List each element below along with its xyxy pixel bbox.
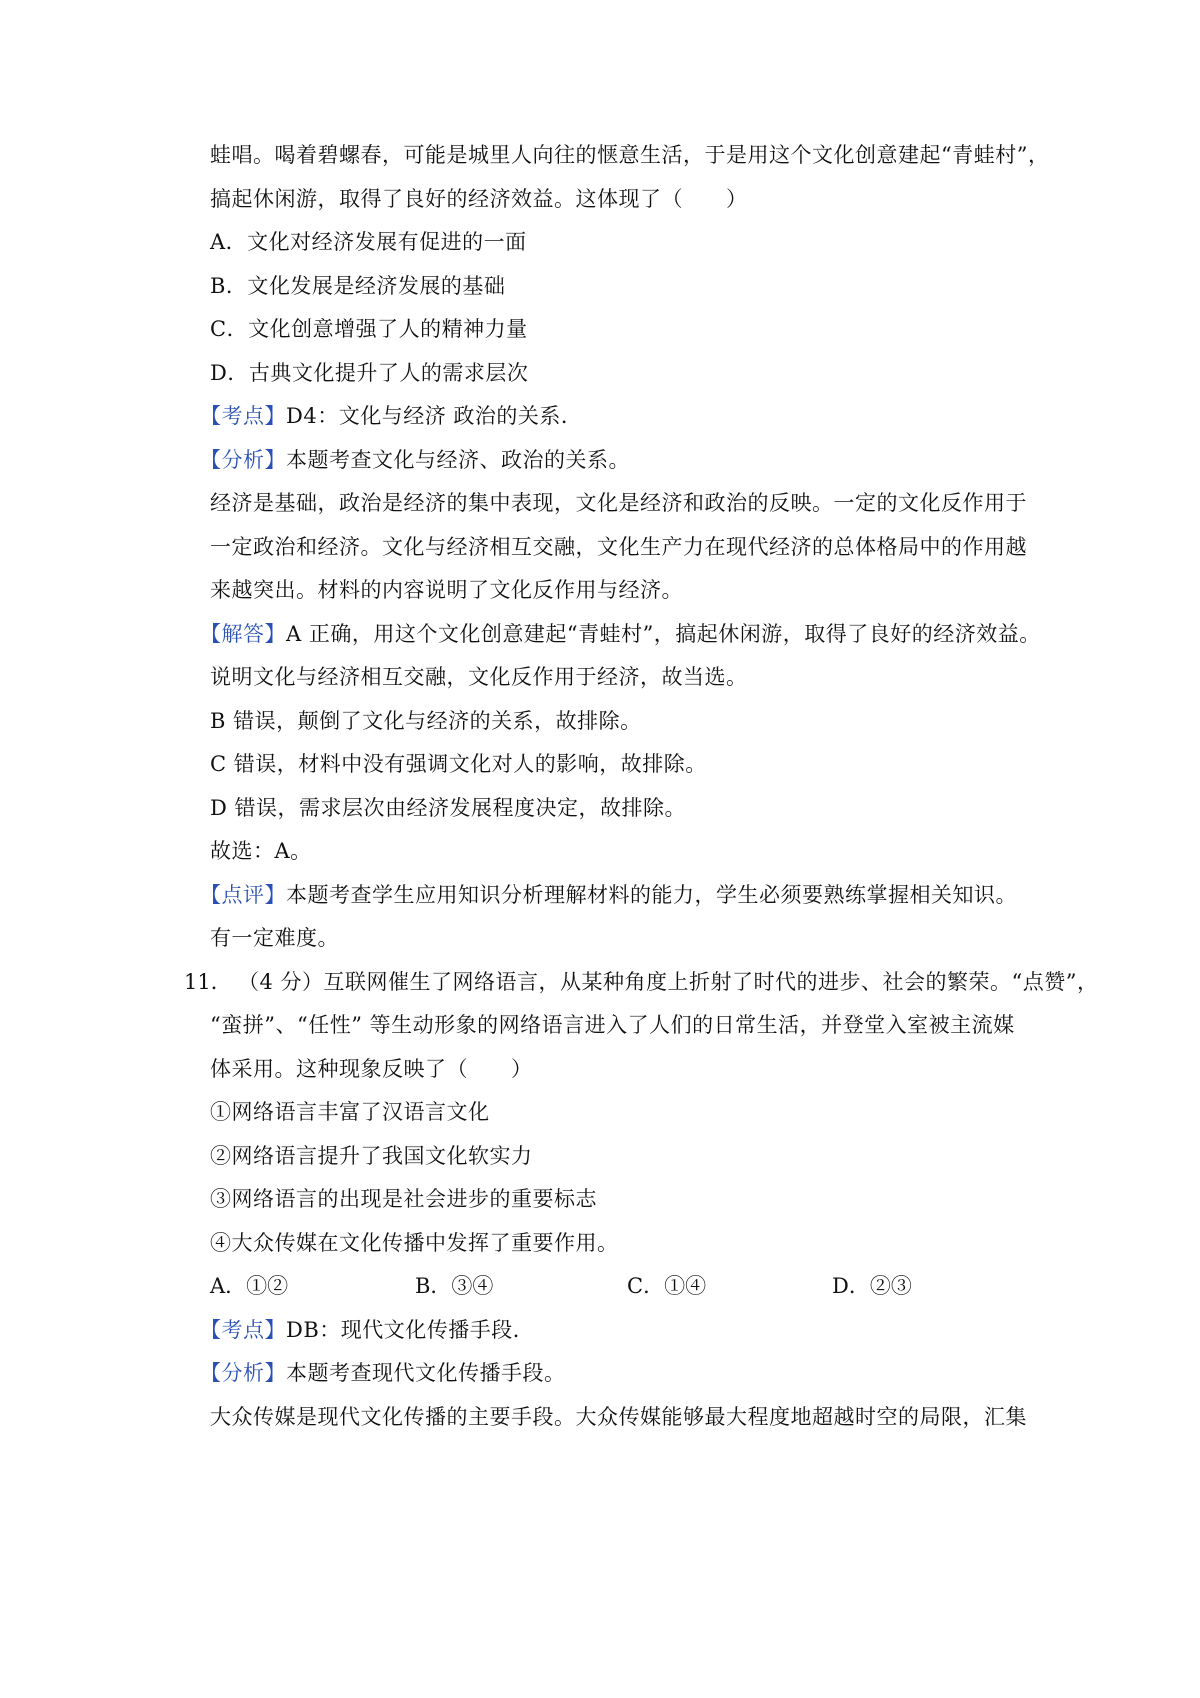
- fenxi-line: [200, 445, 1020, 475]
- answer-line: D 错误，需求层次由经济发展程度决定，故排除。: [210, 796, 687, 820]
- analysis-line: 一定政治和经济。文化与经济相互交融，文化生产力在现代经济的总体格局中的作用越: [210, 535, 1027, 559]
- fenxi-text: 本题考查文化与经济、政治的关系。: [286, 448, 630, 472]
- fenxi-tag: 【分析】: [200, 448, 286, 472]
- stem-line: 体采用。这种现象反映了（ ）: [210, 1057, 533, 1081]
- analysis-line: 经济是基础，政治是经济的集中表现，文化是经济和政治的反映。一定的文化反作用于: [210, 491, 1027, 515]
- kaodian-text: DB：现代文化传播手段．: [286, 1318, 535, 1342]
- jieda-tag: 【解答】: [200, 622, 286, 646]
- dianping-text: 本题考查学生应用知识分析理解材料的能力，学生必须要熟练掌握相关知识。: [286, 883, 1017, 907]
- option-a: A．文化对经济发展有促进的一面: [210, 230, 527, 254]
- jieda-line: [200, 619, 1041, 649]
- kaodian-tag: 【考点】: [200, 404, 286, 428]
- answer-final: 故选：A。: [210, 839, 312, 863]
- analysis-line: 大众传媒是现代文化传播的主要手段。大众传媒能够最大程度地超越时空的局限，汇集: [210, 1405, 1027, 1429]
- answer-line: B 错误，颠倒了文化与经济的关系，故排除。: [210, 709, 642, 733]
- jieda-text: A 正确，用这个文化创意建起“青蛙村”，搞起休闲游，取得了良好的经济效益。: [286, 622, 1041, 646]
- kaodian-line: [200, 1315, 1020, 1345]
- statement-2: ②网络语言提升了我国文化软实力: [210, 1144, 533, 1168]
- question-number: 11．: [184, 970, 232, 994]
- option-b: B．文化发展是经济发展的基础: [210, 274, 506, 298]
- option-c: C．①④: [627, 1274, 707, 1298]
- option-c: C．文化创意增强了人的精神力量: [210, 317, 528, 341]
- option-b: B．③④: [415, 1274, 494, 1298]
- kaodian-line: [200, 401, 1020, 431]
- comment-line: 有一定难度。: [210, 926, 339, 950]
- option-d: D．古典文化提升了人的需求层次: [210, 361, 529, 385]
- statement-4: ④大众传媒在文化传播中发挥了重要作用。: [210, 1231, 619, 1255]
- analysis-line: 来越突出。材料的内容说明了文化反作用与经济。: [210, 578, 683, 602]
- kaodian-tag: 【考点】: [200, 1318, 286, 1342]
- dianping-tag: 【点评】: [200, 883, 286, 907]
- option-a: A．①②: [210, 1274, 289, 1298]
- kaodian-text: D4：文化与经济 政治的关系．: [286, 404, 583, 428]
- fenxi-tag: 【分析】: [200, 1361, 286, 1385]
- fenxi-text: 本题考查现代文化传播手段。: [286, 1361, 566, 1385]
- fenxi-line: [200, 1358, 1020, 1388]
- stem-line: “蛮拼”、“任性” 等生动形象的网络语言进入了人们的日常生活，并登堂入室被主流媒: [210, 1013, 1015, 1037]
- answer-line: C 错误，材料中没有强调文化对人的影响，故排除。: [210, 752, 707, 776]
- option-d: D．②③: [832, 1274, 912, 1298]
- answer-line: 说明文化与经济相互交融，文化反作用于经济，故当选。: [210, 665, 748, 689]
- statement-3: ③网络语言的出现是社会进步的重要标志: [210, 1187, 597, 1211]
- stem-line: 搞起休闲游，取得了良好的经济效益。这体现了（ ）: [210, 187, 748, 211]
- stem-line: 蛙唱。喝着碧螺春，可能是城里人向往的惬意生活，于是用这个文化创意建起“青蛙村”，: [210, 143, 1050, 167]
- stem-line: （4 分）互联网催生了网络语言，从某种角度上折射了时代的进步、社会的繁荣。“点赞”，: [238, 970, 1099, 994]
- statement-1: ①网络语言丰富了汉语言文化: [210, 1100, 490, 1124]
- dianping-line: [200, 880, 1020, 910]
